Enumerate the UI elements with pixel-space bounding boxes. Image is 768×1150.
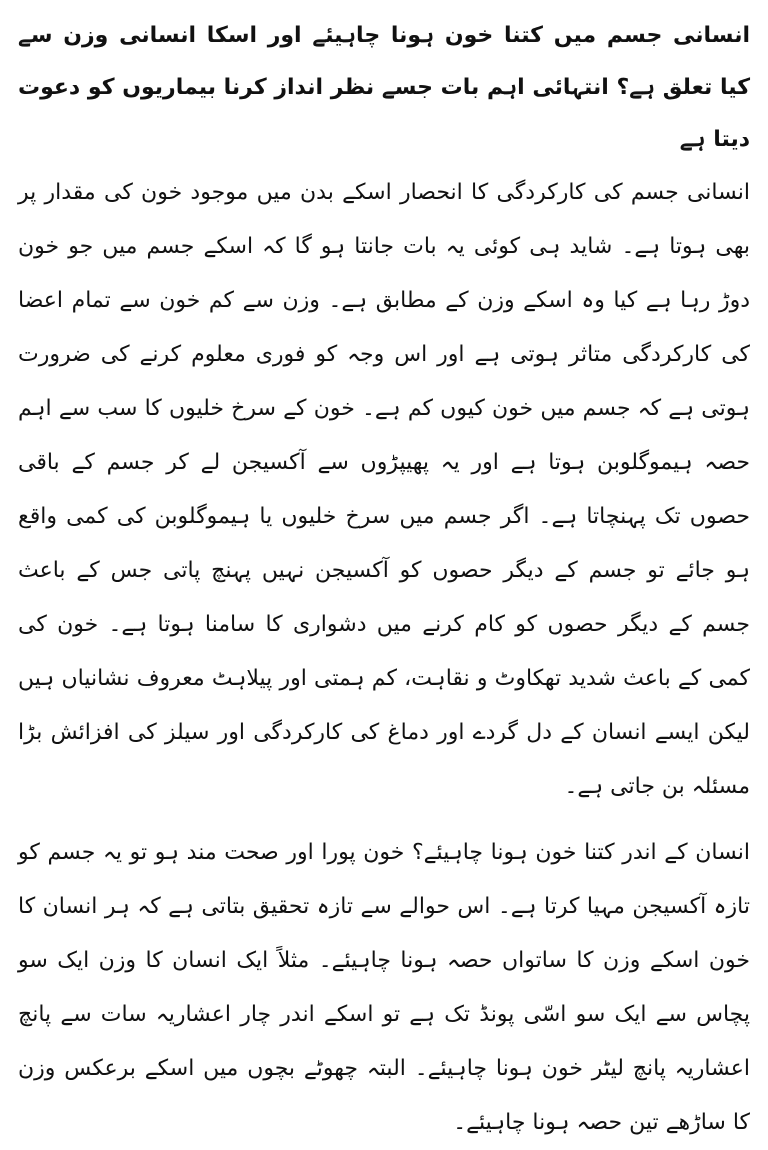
paragraph-blood-quantity: انسان کے اندر کتنا خون ہونا چاہیئے؟ خون پورا اور صحت مند ہو تو یہ جسم کو تازہ آکسیجن مہیا کرتا ہے۔ اس حوالے سے تازہ تحقیق بتاتی ہے کہ ہر انسان کا خون اسکے وزن کا ساتواں حصہ ہونا چاہیئے۔ مثلاً ایک انسان کا وزن ایک سو پچاس سے ایک سو اسّی پونڈ تک ہے تو اسکے اندر چار اعشاریہ سات سے پانچ اعشاریہ پانچ لیٹر خون ہونا چاہیئے۔ البتہ چھوٹے بچوں میں اسکے برعکس وزن کا ساڑھے تین حصہ ہونا چاہیئے۔ [18,840,750,1135]
article-title: انسانی جسم میں کتنا خون ہونا چاہیئے اور اسکا انسانی وزن سے کیا تعلق ہے؟ انتہائی اہم بات جسے نظر انداز کرنا بیماریوں کو دعوت دیتا ہے [18,23,750,152]
article [18,10,750,1150]
paragraph-blood-function: انسانی جسم کی کارکردگی کا انحصار اسکے بدن میں موجود خون کی مقدار پر بھی ہوتا ہے۔ شاید ہی کوئی یہ بات جانتا ہو گا کہ اسکے جسم میں جو خون دوڑ رہا ہے کیا وہ اسکے وزن کے مطابق ہے۔ وزن سے کم خون سے تمام اعضا کی کارکردگی متاثر ہوتی ہے اور اس وجہ کو فوری معلوم کرنے کی ضرورت ہوتی ہے کہ جسم میں خون کیوں کم ہے۔ خون کے سرخ خلیوں کا سب سے اہم حصہ ہیموگلوبن ہوتا ہے اور یہ پھیپڑوں سے آکسیجن لے کر جسم کے باقی حصوں تک پہنچاتا ہے۔ اگر جسم میں سرخ خلیوں یا ہیموگلوبن کی کمی واقع ہو جائے تو جسم کے دیگر حصوں کو آکسیجن نہیں پہنچ پاتی جس کے باعث جسم کے دیگر حصوں کو کام کرنے میں دشواری کا سامنا ہوتا ہے۔ خون کی کمی کے باعث شدید تھکاوٹ و نقاہت، کم ہمتی اور پیلاہٹ معروف نشانیاں ہیں لیکن ایسے انسان کے دل گردے اور دماغ کی کارکردگی اور سیلز کی افزائش بڑا مسئلہ بن جاتی ہے۔ [18,180,750,799]
